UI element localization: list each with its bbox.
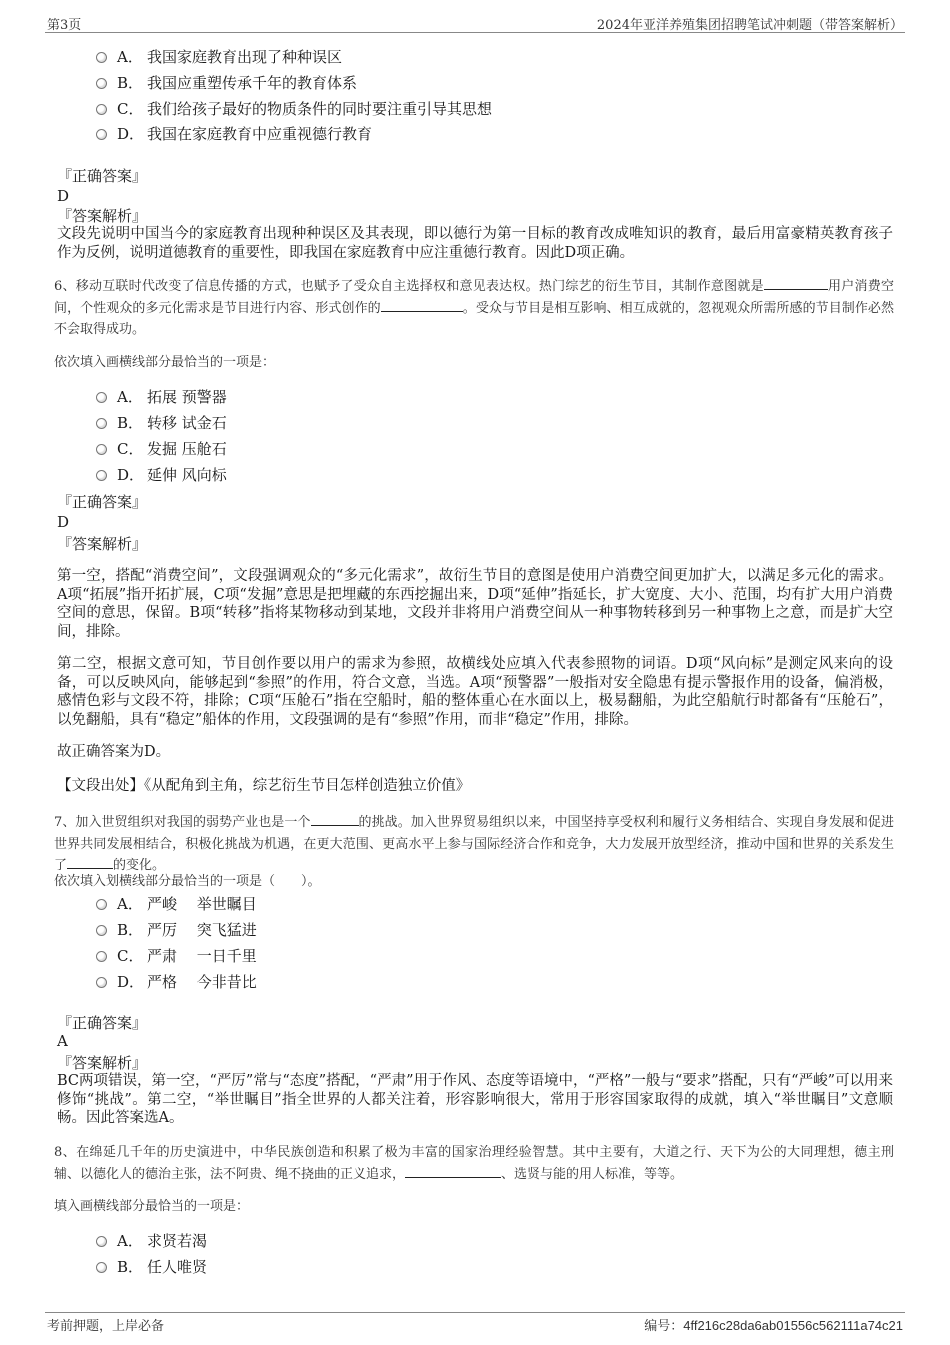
blank-line: [381, 299, 463, 312]
q6-option-d[interactable]: D． 延伸 风向标: [96, 464, 227, 486]
blank-line: [764, 277, 828, 290]
q6-analysis-p1: 第一空，搭配“消费空间”，文段强调观众的“多元化需求”，故衍生节目的意图是使用户消费空间更加扩大，以满足多元化的需求。A项“拓展”指开拓扩展，C项“发掘”意思是把埋藏的东西挖掘出来，D项“延伸”指延长，扩大宽度、大小、范围，均有扩大用户消费空间的意思，保留。B项“转移”指将某物移动到某地，文段并非将用户消费空间从一种事物转移到另一种事物上之意，而是扩大空间，排除。: [57, 568, 893, 640]
footer-slogan: 考前押题，上岸必备: [47, 1319, 165, 1334]
radio-icon[interactable]: [96, 1236, 107, 1247]
q6-analysis-label: 『答案解析』: [57, 535, 148, 553]
q5-option-b[interactable]: B． 我国应重塑传承千年的教育体系: [96, 72, 357, 94]
radio-icon[interactable]: [96, 470, 107, 481]
page-number: 第3页: [47, 18, 82, 33]
q6-conclusion: 故正确答案为D。: [57, 744, 171, 760]
q6-option-c[interactable]: C． 发掘 压舱石: [96, 438, 227, 460]
q6-prompt: 依次填入画横线部分最恰当的一项是：: [54, 355, 276, 370]
q7-option-b[interactable]: B． 严厉 突飞猛进: [96, 919, 257, 941]
q6-answer-label: 『正确答案』: [57, 493, 148, 511]
radio-icon[interactable]: [96, 951, 107, 962]
radio-icon[interactable]: [96, 925, 107, 936]
q7-option-c[interactable]: C． 严肃 一日千里: [96, 945, 257, 967]
q5-option-a[interactable]: A． 我国家庭教育出现了种种误区: [96, 46, 342, 68]
q7-option-a[interactable]: A． 严峻 举世瞩目: [96, 893, 257, 915]
radio-icon[interactable]: [96, 1262, 107, 1273]
radio-icon[interactable]: [96, 392, 107, 403]
radio-icon[interactable]: [96, 104, 107, 115]
q7-analysis: BC两项错误，第一空，“严厉”常与“态度”搭配，“严肃”用于作风、态度等语境中，“严格”一般与“要求”搭配，只有“严峻”可以用来修饰“挑战”。第二空，“举世瞩目”指全世界的人都关注着，形容影响很大，常用于形容国家取得的成就，填入“举世瞩目”文意顺畅。因此答案选A。: [57, 1073, 893, 1126]
header-divider: [45, 32, 905, 33]
q6-option-a[interactable]: A． 拓展 预警器: [96, 386, 227, 408]
footer-divider: [45, 1312, 905, 1313]
radio-icon[interactable]: [96, 418, 107, 429]
q7-option-d[interactable]: D． 严格 今非昔比: [96, 971, 257, 993]
q6-option-b[interactable]: B． 转移 试金石: [96, 412, 227, 434]
document-code: 编号：4ff216c28da6ab01556c562111a74c21: [644, 1318, 903, 1334]
q8-option-a[interactable]: A． 求贤若渴: [96, 1230, 207, 1252]
q7-answer: A: [57, 1032, 68, 1050]
q5-option-c[interactable]: C． 我们给孩子最好的物质条件的同时要注重引导其思想: [96, 98, 492, 120]
radio-icon[interactable]: [96, 129, 107, 140]
q6-answer: D: [57, 513, 70, 531]
q6-analysis-p2: 第二空，根据文意可知，节目创作要以用户的需求为参照，故横线处应填入代表参照物的词语。D项“风向标”是测定风来向的设备，可以反映风向，能够起到“参照”的作用，符合文意，当选。A项“预警器”一般指对安全隐患有提示警报作用的设备，偏消极，感情色彩与文段不符，排除；C项“压舱石”指在空船时，船的整体重心在水面以上，极易翻船，为此空船航行时都备有“压舱石”，以免翻船，具有“稳定”船体的作用，文段强调的是有“参照”作用，而非“稳定”作用，排除。: [57, 656, 893, 728]
q7-prompt: 依次填入划横线部分最恰当的一项是（ ）。: [54, 874, 321, 889]
q5-analysis: 文段先说明中国当今的家庭教育出现种种误区及其表现，即以德行为第一目标的教育改成唯知识的教育，最后用富豪精英教育孩子作为反例，说明道德教育的重要性，即我国在家庭教育中应注重德行教育。因此D项正确。: [57, 226, 893, 261]
blank-line: [67, 856, 113, 869]
blank-line: [405, 1165, 501, 1178]
q7-stem: 7、加入世贸组织对我国的弱势产业也是一个 的挑战。加入世界贸易组织以来，中国坚持享受权利和履行义务相结合、实现自身发展和促进世界共同发展相结合，积极化挑战为机遇，在更大范围、更高水平上参与国际经济合作和竞争，大力发展开放型经济，推动中国和世界的关系发生了 的变化。: [54, 815, 894, 873]
radio-icon[interactable]: [96, 78, 107, 89]
radio-icon[interactable]: [96, 899, 107, 910]
q5-answer: D: [57, 187, 70, 205]
radio-icon[interactable]: [96, 444, 107, 455]
q5-analysis-label: 『答案解析』: [57, 207, 148, 225]
q5-answer-label: 『正确答案』: [57, 167, 148, 185]
radio-icon[interactable]: [96, 977, 107, 988]
document-title: 2024年亚洋养殖集团招聘笔试冲刺题（带答案解析）: [596, 18, 903, 33]
q6-stem: 6、移动互联时代改变了信息传播的方式，也赋予了受众自主选择权和意见表达权。热门综艺的衍生节目，其制作意图就是 用户消费空间，个性观众的多元化需求是节目进行内容、形式创作的 。受众与节目是相互影响、相互成就的，忽视观众所需所感的节目制作必然不会取得成功。: [54, 279, 894, 337]
blank-line: [311, 813, 359, 826]
q8-prompt: 填入画横线部分最恰当的一项是：: [54, 1199, 250, 1214]
radio-icon[interactable]: [96, 52, 107, 63]
q8-option-b[interactable]: B． 任人唯贤: [96, 1256, 207, 1278]
q6-source: 【文段出处】《从配角到主角，综艺衍生节目怎样创造独立价值》: [57, 778, 471, 794]
q7-analysis-label: 『答案解析』: [57, 1054, 148, 1072]
q7-answer-label: 『正确答案』: [57, 1014, 148, 1032]
q5-option-d[interactable]: D． 我国在家庭教育中应重视德行教育: [96, 123, 372, 145]
q8-stem: 8、在绵延几千年的历史演进中，中华民族创造和积累了极为丰富的国家治理经验智慧。其中主要有，大道之行、天下为公的大同理想，德主刑辅、以德化人的德治主张，法不阿贵、绳不挠曲的正义追求， 、选贤与能的用人标准，等等。: [54, 1145, 894, 1182]
